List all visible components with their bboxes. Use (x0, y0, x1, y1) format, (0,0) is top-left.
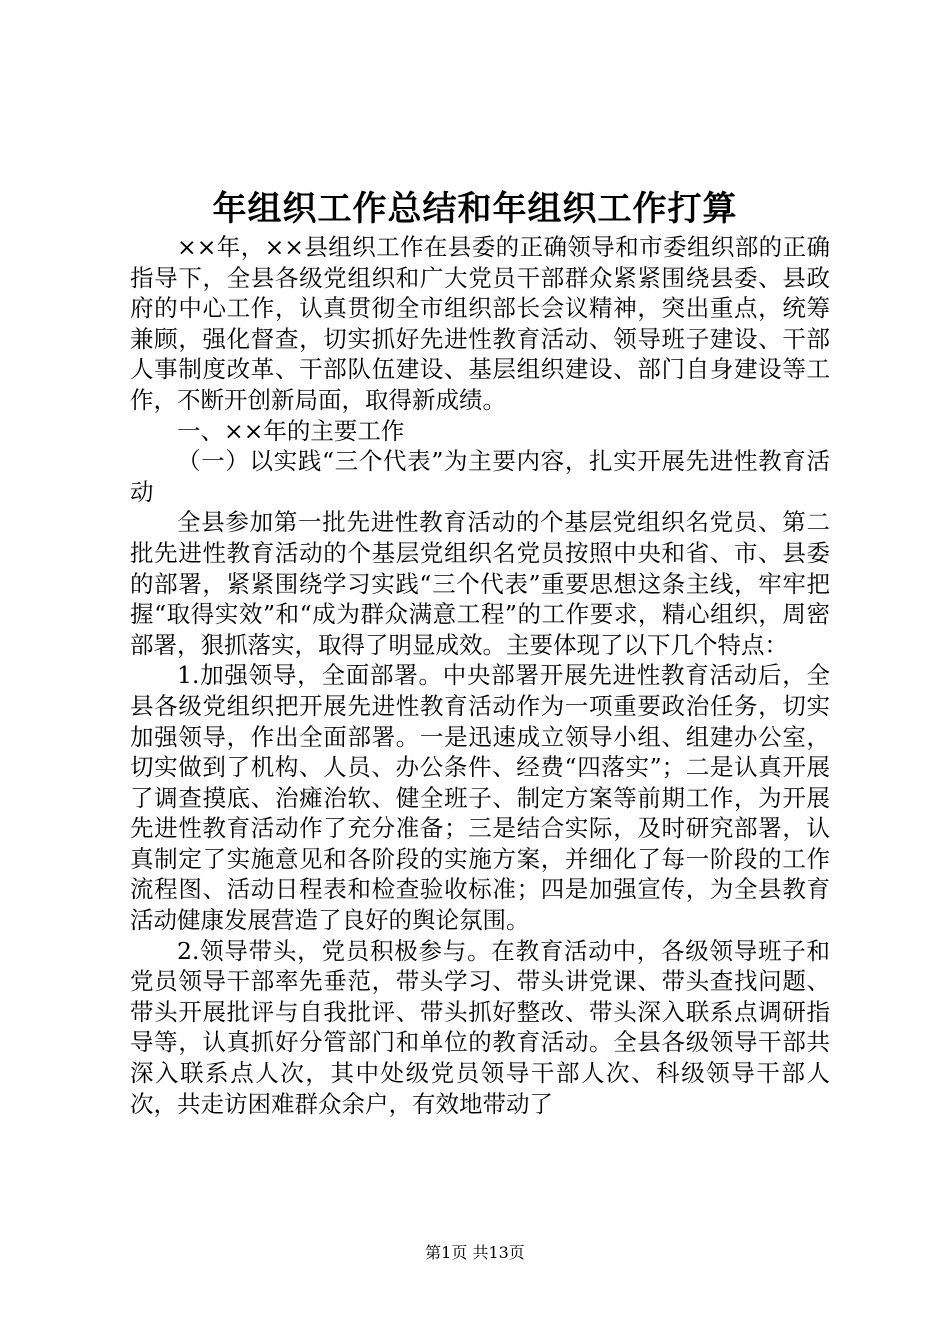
document-title: 年组织工作总结和年组织工作打算 (212, 189, 738, 229)
document-body (130, 232, 830, 1119)
body-paragraph: 2.领导带头，党员积极参与。在教育活动中，各级领导班子和党员领导干部率先垂范，带头学习、带头讲党课、带头查找问题、带头开展批评与自我批评、带头抓好整改、带头深入联系点调研指导等，认真抓好分管部门和单位的教育活动。全县各级领导干部共深入联系点人次，其中处级党员领导干部人次、科级领导干部人次，共走访困难群众余户，有效地带动了 (130, 936, 830, 1118)
body-paragraph: 全县参加第一批先进性教育活动的个基层党组织名党员、第二批先进性教育活动的个基层党组织名党员按照中央和省、市、县委的部署，紧紧围绕学习实践“三个代表”重要思想这条主线，牢牢把握“取得实效”和“成为群众满意工程”的工作要求，精心组织，周密部署，狠抓落实，取得了明显成效。主要体现了以下几个特点： (130, 508, 830, 659)
subsection-heading: （一）以实践“三个代表”为主要内容，扎实开展先进性教育活动 (130, 447, 830, 506)
section-heading: 一、××年的主要工作 (177, 416, 405, 445)
intro-paragraph: ××年，××县组织工作在县委的正确领导和市委组织部的正确指导下，全县各级党组织和广大党员干部群众紧紧围绕县委、县政府的中心工作，认真贯彻全市组织部长会议精神，突出重点，统筹兼顾，强化督查，切实抓好先进性教育活动、领导班子建设、干部人事制度改革、干部队伍建设、基层组织建设、部门自身建设等工作，不断开创新局面，取得新成绩。 (130, 233, 830, 414)
body-paragraph: 1.加强领导，全面部署。中央部署开展先进性教育活动后，全县各级党组织把开展先进性教育活动作为一项重要政治任务，切实加强领导，作出全面部署。一是迅速成立领导小组、组建办公室，切实做到了机构、人员、办公条件、经费“四落实”；二是认真开展了调查摸底、治瘫治软、健全班子、制定方案等前期工作，为开展先进性教育活动作了充分准备；三是结合实际，及时研究部署，认真制定了实施意见和各阶段的实施方案，并细化了每一阶段的工作流程图、活动日程表和检查验收标准；四是加强宣传，为全县教育活动健康发展营造了良好的舆论氛围。 (130, 661, 830, 935)
page-footer: 第1页 共13页 (425, 1243, 525, 1262)
